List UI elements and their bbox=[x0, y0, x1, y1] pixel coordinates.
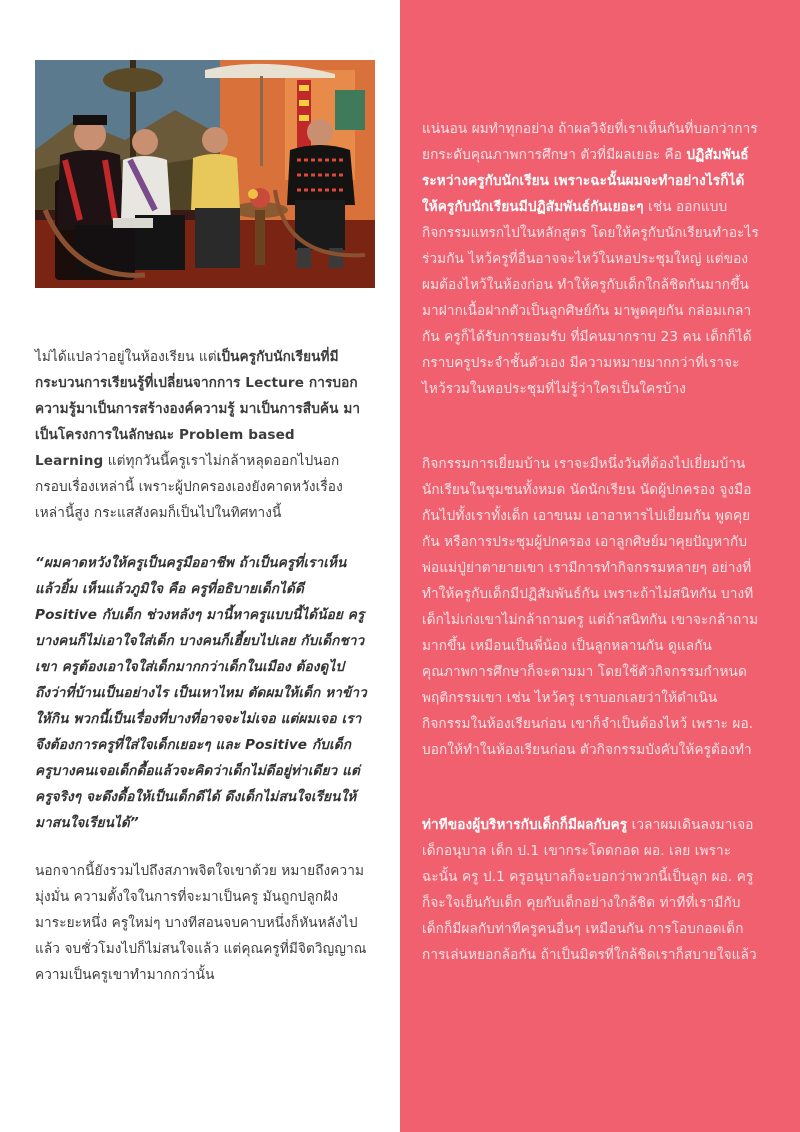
right-p1-rest: เช่น ออกแบบกิจกรรมแทรกไปในหลักสูตร โดยให้ครูกับนักเรียนทำอะไรร่วมกัน ไหว้ครูที่อื่นอาจจะไหว้ในหอประชุมใหญ่ แต่ของผมต้องไหว้ในห้องก่อน ทำให้ครูกับเด็กใกล้ชิดกันมากขึ้น มาฝากเนื้อฝากตัวเป็นลูกศิษย์กัน มาพูดคุยกัน กล่อมเกลากัน ครูก็ได้รับการยอมรับ ที่มีคนมากราบ 23 คน เด็กก็ได้กราบครูประจำชั้นตัวเอง มีความหมายมากกว่าที่เราจะไหว้รวมในหอประชุมที่ไม่รู้ว่าใครเป็นใครบ้าง bbox=[422, 199, 759, 397]
left-p1-bold: เป็นครูกับนักเรียนที่มีกระบวนการเรียนรู้ที่เปลี่ยนจากการ Lecture การบอกความรู้มาเป็นการสร้างองค์ความรู้ มาเป็นการสืบค้น มาเป็นโครงการในลักษณะ Problem based Learning bbox=[35, 349, 361, 469]
right-p3-bold: ท่าทีของผู้บริหารกับเด็กก็มีผลกับครู bbox=[422, 817, 628, 833]
left-p1-intro: ไม่ได้แปลว่าอยู่ในห้องเรียน แต่ bbox=[35, 349, 217, 365]
left-p1-rest: แต่ทุกวันนี้ครูเราไม่กล้าหลุดออกไปนอกกรอบเรื่องเหล่านี้ เพราะผู้ปกครองเองยังคาดหวังเรื่องเหล่านี้สูง กระแสสังคมก็เป็นไปในทิศทางนี้ bbox=[35, 453, 343, 521]
principal-quote: “ผมคาดหวังให้ครูเป็นครูมืออาชีพ ถ้าเป็นครูที่เราเห็นแล้วยิ้ม เห็นแล้วภูมิใจ คือ ครูที่อธิบายเด็กได้ดี Positive กับเด็ก ช่วงหลังๆ มานี้หาครูแบบนี้ได้น้อย ครูบางคนก็ไม่เอาใจใส่เด็ก บางคนก็เฮี้ยบไปเลย กับเด็กชาวเขา ครูต้องเอาใจใส่เด็กมากกว่าเด็กในเมือง ต้องดูไปถึงว่าที่บ้านเป็นอย่างไร เป็นเหาไหม ตัดผมให้เด็ก หาข้าวให้กิน พวกนี้เป็นเรื่องที่บางที่อาจจะไม่เจอ แต่ผมเจอ เราจึงต้องการครูที่ใส่ใจเด็กเยอะๆ และ Positive กับเด็ก ครูบางคนเจอเด็กดื้อแล้วจะคิดว่าเด็กไม่ดีอยู่ท่าเดียว แต่ครูจริงๆ จะดึงดื้อให้เป็นเด็กดีได้ ดึงเด็กไม่สนใจเรียนให้มาสนใจเรียนได้” bbox=[35, 555, 367, 831]
right-p1-bold: ปฏิสัมพันธ์ระหว่างครูกับนักเรียน เพราะฉะนั้นผมจะทำอย่างไรก็ได้ให้ครูกับนักเรียนมีปฏิสัมพันธ์กันเยอะๆ bbox=[422, 147, 749, 215]
left-paragraph-1 bbox=[35, 344, 367, 526]
right-paragraph-1 bbox=[422, 116, 760, 402]
panel-discussion-photo bbox=[35, 60, 375, 288]
right-p3-rest: เวลาผมเดินลงมาเจอเด็กอนุบาล เด็ก ป.1 เขากระโดดกอด ผอ. เลย เพราะฉะนั้น ครู ป.1 ครูอนุบาลก็จะบอกว่าพวกนี้เป็นลูก ผอ. ครูก็จะใจเย็นกับเด็ก คุยกับเด็กอย่างใกล้ชิด ท่าทีที่เรามีกับเด็กก็มีผลกับท่าทีครูคนอื่นๆ เหมือนกัน การโอบกอดเด็ก การเล่นหยอกล้อกัน ถ้าเป็นมิตรที่ใกล้ชิดเราก็สบายใจแล้ว bbox=[422, 817, 757, 963]
right-p1-intro: แน่นอน ผมทำทุกอย่าง ถ้าผลวิจัยที่เราเห็นกันที่บอกว่าการยกระดับคุณภาพการศึกษา ตัวที่มีผลเยอะ คือ bbox=[422, 121, 758, 163]
left-paragraph-3: นอกจากนี้ยังรวมไปถึงสภาพจิตใจเขาด้วย หมายถึงความมุ่งมั่น ความตั้งใจในการที่จะมาเป็นครู มันถูกปลูกฝังมาระยะหนึ่ง ครูใหม่ๆ บางทีสอนจบคาบหนึ่งก็หันหลังไปแล้ว จบชั่วโมงไปก็ไม่สนใจแล้ว แต่คุณครูที่มีจิตวิญญาณความเป็นครูเขาทำมากกว่านั้น bbox=[35, 863, 367, 983]
right-paragraph-2: กิจกรรมการเยี่ยมบ้าน เราจะมีหนึ่งวันที่ต้องไปเยี่ยมบ้านนักเรียนในชุมชนทั้งหมด นัดนักเรียน นัดผู้ปกครอง จูงมือกันไปทั้งเราทั้งเด็ก เอาขนม เอาอาหารไปเยี่ยมกัน พูดคุยกัน หรือการประชุมผู้ปกครอง เอาลูกศิษย์มาคุยปัญหากับพ่อแม่ปู่ย่าตายายเขา เรามีการทำกิจกรรมหลายๆ อย่างที่ทำให้ครูกับเด็กมีปฏิสัมพันธ์กัน เพราะถ้าไม่สนิทกัน บางทีเด็กไม่เก่งเขาไม่กล้าถามครู แต่ถ้าสนิทกัน เขาจะกล้าถามมากขึ้น เหมือนเป็นพี่น้อง เป็นลูกหลานกัน ดูแลกัน คุณภาพการศึกษาก็จะตามมา โดยใช้ตัวกิจกรรมกำหนดพฤติกรรมเขา เช่น ไหว้ครู เราบอกเลยว่าให้ดำเนินกิจกรรมในห้องเรียนก่อน เขาก็จำเป็นต้องไหว้ เพราะ ผอ. บอกให้ทำในห้องเรียนก่อน ตัวกิจกรรมบังคับให้ครูต้องทำ bbox=[422, 456, 759, 758]
right-column bbox=[400, 0, 800, 1132]
right-paragraph-3 bbox=[422, 812, 760, 968]
